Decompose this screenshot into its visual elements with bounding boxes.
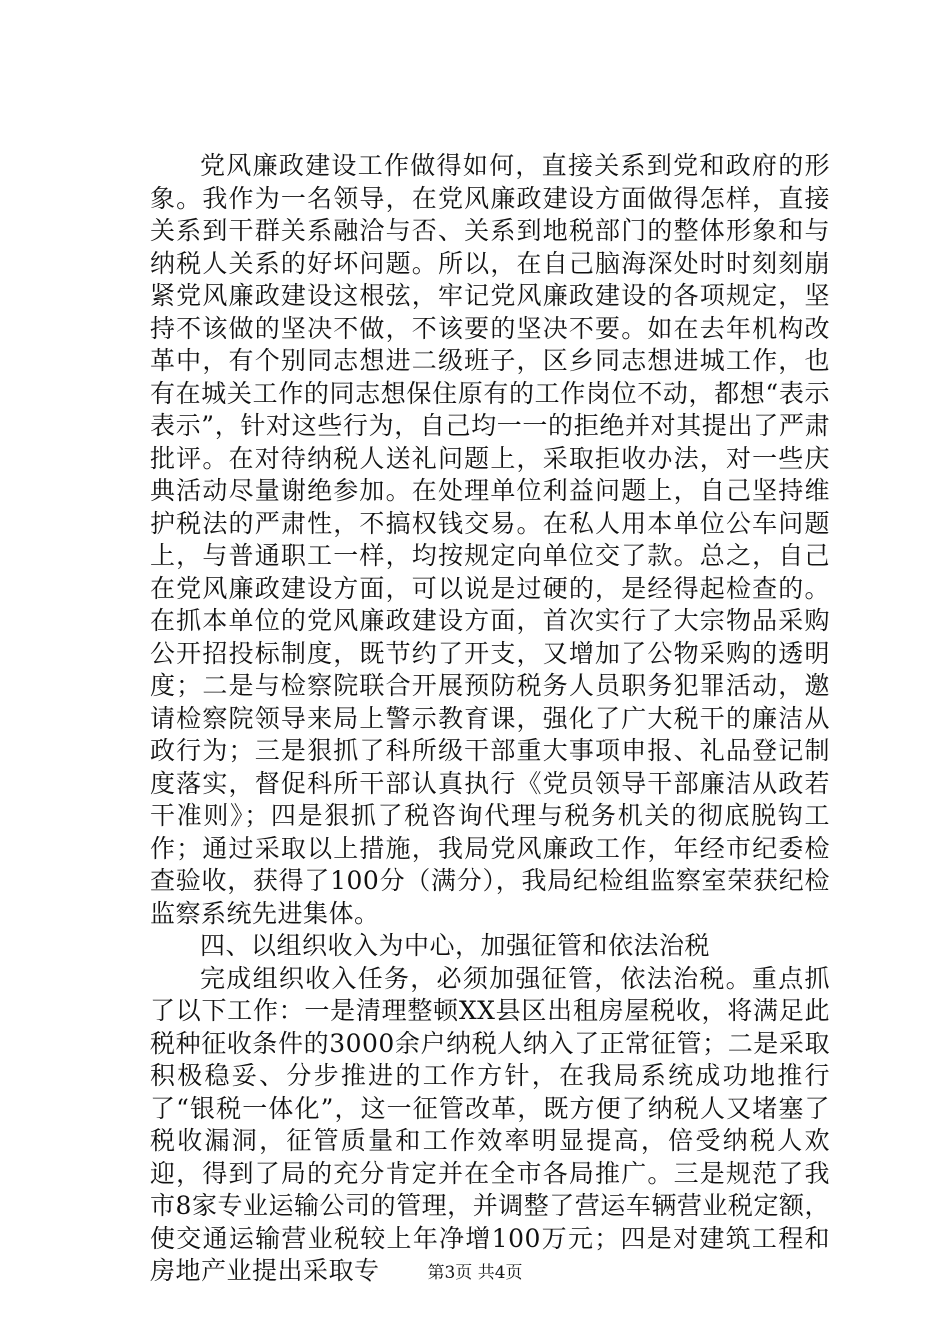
body-paragraph-2: 完成组织收入任务，必须加强征管，依法治税。重点抓了以下工作：一是清理整顿XX县区出租房屋税收，将满足此税种征收条件的3000余户纳税人纳入了正常征管；二是采取积极稳妥、分步推进的工作方针，在我局系统成功地推行了“银税一体化”，这一征管改革，既方便了纳税人又堵塞了税收漏洞，征管质量和工作效率明显提高，倍受纳税人欢迎，得到了局的充分肯定并在全市各局推广。三是规范了我市8家专业运输公司的管理，并调整了营运车辆营业税定额，使交通运输营业税较上年净增100万元；四是对建筑工程和房地产业提出采取专 xyxy=(150,963,830,1285)
document-body xyxy=(150,150,830,1288)
body-paragraph-1: 党风廉政建设工作做得如何，直接关系到党和政府的形象。我作为一名领导，在党风廉政建设方面做得怎样，直接关系到干群关系融洽与否、关系到地税部门的整体形象和与纳税人关系的好坏问题。所以，在自己脑海深处时时刻刻崩紧党风廉政建设这根弦，牢记党风廉政建设的各项规定，坚持不该做的坚决不做，不该要的坚决不要。如在去年机构改革中，有个别同志想进二级班子，区乡同志想进城工作，也有在城关工作的同志想保住原有的工作岗位不动，都想“表示表示”，针对这些行为，自己均一一的拒绝并对其提出了严肃批评。在对待纳税人送礼问题上，采取拒收办法，对一些庆典活动尽量谢绝参加。在处理单位利益问题上，自己坚持维护税法的严肃性，不搞权钱交易。在私人用本单位公车问题上，与普通职工一样，均按规定向单位交了款。总之，自己在党风廉政建设方面，可以说是过硬的，是经得起检查的。在抓本单位的党风廉政建设方面，首次实行了大宗物品采购公开招投标制度，既节约了开支，又增加了公物采购的透明度；二是与检察院联合开展预防税务人员职务犯罪活动，邀请检察院领导来局上警示教育课，强化了广大税干的廉洁从政行为；三是狠抓了科所级干部重大事项申报、礼品登记制度落实，督促科所干部认真执行《党员领导干部廉洁从政若干准则》；四是狠抓了税咨询代理与税务机关的彻底脱钩工作；通过采取以上措施，我局党风廉政工作，年经市纪委检查验收，获得了100分（满分），我局纪检组监察室荣获纪检监察系统先进集体。 xyxy=(150,151,830,928)
page-footer: 第3页 共4页 xyxy=(427,1263,523,1283)
section-heading: 四、以组织收入为中心，加强征管和依法治税 xyxy=(200,931,711,960)
